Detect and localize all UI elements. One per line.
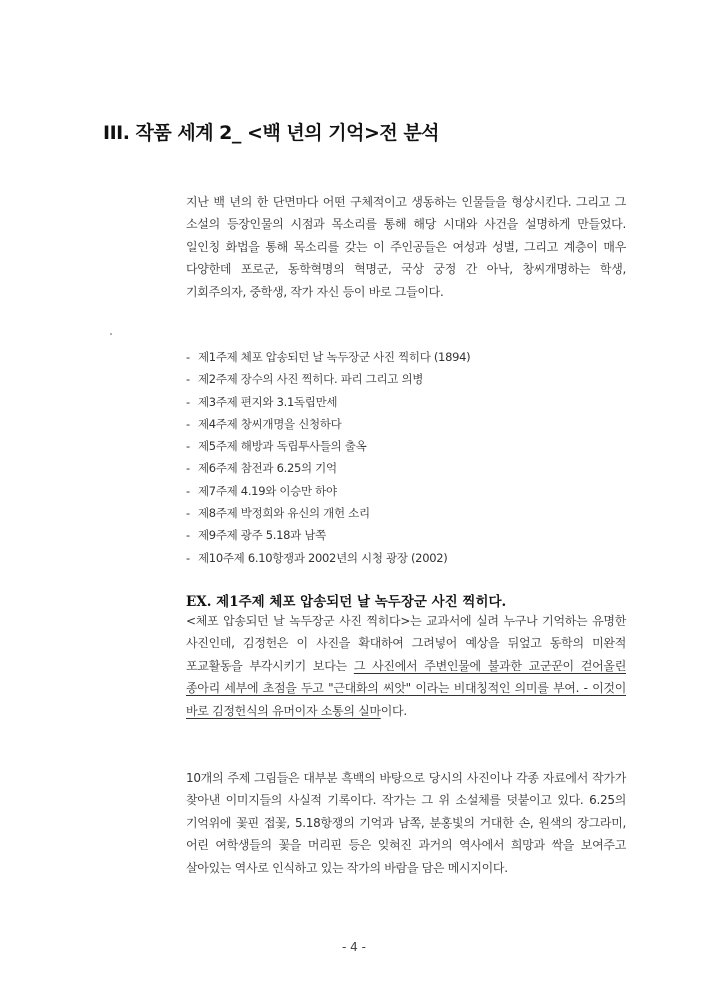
- intro-paragraph: 지난 백 년의 한 단면마다 어떤 구체적이고 생동하는 인물들을 형상시킨다. 그리고 그 소설의 등장인물의 시점과 목소리를 통해 해당 시대와 사건을 설명하게 만들었다. 일인칭 화법을 통해 목소리를 갖는 이 주인공들은 여성과 성별, 그리고 계층이 매우 다양한데 포로군, 동학혁명의 혁명군, 국상 궁정 간 아낙, 창씨개명하는 학생, 기회주의자, 중학생, 작가 자신 등이 바로 그들이다.: [186, 195, 626, 299]
- list-item: - 제1주제 체포 압송되던 날 녹두장군 사진 찍히다 (1894): [186, 350, 471, 364]
- list-item: - 제2주제 장수의 사진 찍히다. 파리 그리고 의병: [186, 372, 424, 387]
- theme-list: [186, 346, 626, 569]
- example-text-end: 이다.: [380, 703, 407, 718]
- section-title: III. 작품 세계 2_ <백 년의 기억>전 분석: [103, 122, 440, 144]
- margin-dot: [110, 333, 112, 335]
- list-item: - 제6주제 참전과 6.25의 기억: [186, 461, 337, 476]
- underlined-passage: 그 사진에서 주변인물에 불과한 교군꾼이 걷어올린 종아리 세부에 초점을 두고 "근대화의 씨앗" 이라는 비대칭적인 의미를 부여. - 이것이 바로 김정헌식의 유머이자 소통의 실마: [186, 658, 626, 718]
- list-item: - 제10주제 6.10항쟁과 2002년의 시청 광장 (2002): [186, 550, 448, 565]
- example-text-start: <체포 압송되던 날 녹두장군 사진 찍히다>는 교과서에 실려 누구나 기억하는 유명한 사진인데, 김정헌은 이 사진을 확대하여 그려넣어 예상을 뒤엎고 동학의 미완적 포교활동을 부각시키기 보다는: [186, 614, 626, 673]
- list-item: - 제9주제 광주 5.18과 남쪽: [186, 528, 326, 543]
- list-item: - 제5주제 해방과 독립투사들의 출옥: [186, 439, 367, 454]
- example-paragraph: [186, 610, 626, 722]
- list-item: - 제7주제 4.19와 이승만 하야: [186, 483, 337, 498]
- list-item: - 제3주제 편지와 3.1독립만세: [186, 394, 338, 409]
- page-number: - 4 -: [342, 940, 366, 954]
- closing-paragraph: 10개의 주제 그림들은 대부분 흑백의 바탕으로 당시의 사진이나 각종 자료에서 작가가 찾아낸 이미지들의 사실적 기록이다. 작가는 그 위 소설체를 덧붙이고 있다. 6.25의 기억위에 꽃핀 접꽃, 5.18항쟁의 기억과 남쪽, 분홍빛의 거대한 손, 원색의 장그라미, 어린 여학생들의 꽃을 머리핀 등은 잊혀진 과거의 역사에서 희망과 싹을 보여주고 살아있는 역사로 인식하고 있는 작가의 바람을 담은 메시지이다.: [186, 771, 626, 875]
- list-item: - 제4주제 창씨개명을 신청하다: [186, 416, 342, 431]
- list-item: - 제8주제 박정희와 유신의 개헌 소리: [186, 506, 370, 521]
- example-heading: EX. 제1주제 체포 압송되던 날 녹두장군 사진 찍히다.: [186, 594, 507, 610]
